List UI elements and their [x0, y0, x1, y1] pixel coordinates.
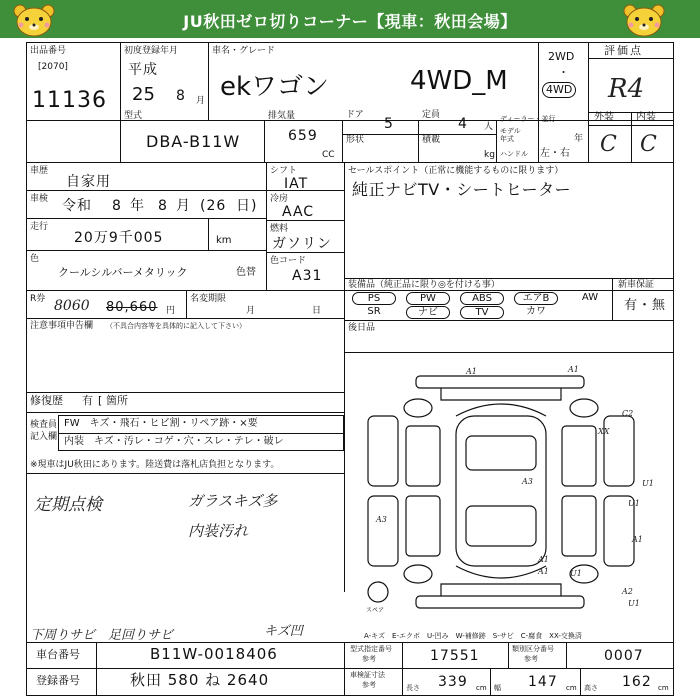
plate-value: 秋田 580 ね 2640	[130, 671, 270, 689]
new-warranty-label: 新車保証	[618, 280, 655, 290]
notice: ※現車はJU秋田にあります。陸送費は落札店負担となります。	[30, 460, 280, 470]
recycle-handwritten: 8060	[54, 298, 90, 314]
aircon-label: 冷房	[270, 194, 289, 204]
shift-value: IAT	[284, 176, 309, 192]
mileage-unit: km	[216, 235, 232, 246]
equipment-leather: カワ	[526, 306, 546, 317]
interior-score: C	[640, 132, 657, 157]
exterior-label: 外装	[594, 112, 614, 123]
model-year-label2: 年式	[500, 135, 514, 143]
damage-mark: U1	[570, 569, 582, 578]
damage-mark: U1	[628, 499, 640, 508]
sales-point-label: セールスポイント（正常に機能するものに限ります）	[348, 166, 564, 176]
usage-label: 車歴	[30, 166, 49, 176]
dimensions-label2: 参考	[362, 681, 376, 689]
chassis-label: 車台番号	[36, 648, 80, 661]
divider	[96, 642, 97, 696]
color-value: クールシルバーメタリック	[58, 266, 188, 279]
divider	[26, 642, 674, 643]
divider	[344, 162, 345, 592]
fuel-value: ガソリン	[272, 236, 332, 252]
damage-mark: A1	[538, 555, 549, 564]
name-change-day: 日	[312, 306, 322, 316]
damage-mark: A3	[376, 515, 387, 524]
divider	[26, 318, 344, 319]
inspector-label2: 記入欄	[30, 432, 58, 442]
inspection-day-unit: 日)	[236, 198, 258, 214]
divider	[588, 42, 589, 162]
divider	[26, 218, 266, 219]
legend: A-キズ E-エクボ U-凹み W-補修跡 S-サビ C-腐食 XX-交換済	[364, 632, 582, 640]
divider	[580, 668, 581, 696]
divider	[26, 473, 344, 474]
divider	[58, 433, 344, 434]
damage-mark: XX	[598, 427, 610, 436]
handle-label: ハンドル	[500, 150, 528, 158]
inspection-label: 車検	[30, 194, 49, 204]
repair-label: 修復歴	[30, 394, 63, 407]
score-value: R4	[608, 74, 645, 104]
divider	[186, 290, 187, 318]
mileage-label: 走行	[30, 222, 49, 232]
recycle-label: R券	[30, 294, 46, 304]
divider	[588, 125, 674, 126]
equipment-navi: ナビ	[406, 306, 450, 319]
bear-mascot-icon	[622, 2, 666, 38]
handle-value: 左・右	[540, 148, 570, 159]
damage-mark: A2	[622, 587, 633, 596]
divider	[342, 120, 343, 162]
divider	[496, 120, 497, 162]
damage-mark: A1	[538, 567, 549, 576]
recycle-printed: 80,660	[106, 300, 158, 315]
first-reg-month: 8	[176, 88, 185, 104]
notes-label: 注意事項申告欄	[30, 321, 94, 331]
divider	[264, 120, 265, 162]
equipment-sr: SR	[367, 306, 381, 317]
length-value: 339	[438, 674, 468, 690]
equipment-abs: ABS	[460, 292, 504, 305]
new-warranty-value: 有・無	[624, 298, 667, 313]
dealer-label: ディーラー・並行	[500, 115, 556, 123]
fuel-label: 燃料	[270, 224, 289, 234]
type-number-label1: 型式指定番号	[350, 645, 392, 653]
displacement-unit: CC	[322, 150, 335, 160]
capacity-label: 定員	[422, 110, 441, 120]
mileage-value: 20万9千005	[74, 230, 164, 246]
model-name: ekワゴン	[220, 72, 330, 102]
divider	[26, 250, 266, 251]
handwritten-note: 定期点検	[34, 495, 102, 515]
lot-label: 出品番号	[30, 46, 67, 56]
inspection-year-unit: 年	[130, 198, 145, 214]
length-label: 長さ	[406, 684, 420, 692]
model-name-label: 車名・グレード	[212, 46, 276, 56]
header-title: JU秋田ゼロ切りコーナー【現車：秋田会場】	[183, 12, 517, 31]
inspector-row2: 内装 キズ・汚レ・コゲ・穴・スレ・テレ・破レ	[64, 436, 284, 447]
inspection-month-unit: 月	[176, 198, 191, 214]
inspection-day: (26	[200, 198, 227, 214]
equipment-label: 装備品（純正品に限り◎を付ける事）	[348, 280, 500, 290]
divider	[266, 252, 344, 253]
divider	[344, 642, 345, 696]
model-year-unit: 年	[574, 134, 584, 144]
capacity: 4	[458, 116, 468, 132]
equipment-ps: PS	[352, 292, 396, 305]
equipment-airbag: エアB	[514, 292, 558, 305]
divider	[631, 112, 632, 162]
model-grade: 4WD_M	[410, 66, 508, 96]
load-label: 積載	[422, 135, 441, 145]
divider	[344, 320, 674, 321]
drive-dot: ・	[558, 66, 569, 79]
divider	[402, 668, 403, 696]
plate-label: 登録番号	[36, 674, 80, 687]
inspection-month: 8	[158, 198, 168, 214]
repair-bracket: [	[98, 394, 103, 407]
inspection-year: 8	[112, 198, 122, 214]
handwritten-note: 内装汚れ	[188, 522, 249, 540]
color-code: A31	[292, 268, 323, 284]
inspector-label1: 検査員	[30, 420, 58, 430]
inspection-era: 令和	[62, 198, 92, 214]
divider	[266, 220, 344, 221]
category-number-label2: 参考	[524, 655, 538, 663]
first-reg-year: 25	[132, 84, 155, 105]
model-code: DBA-B11W	[146, 132, 241, 151]
repair-part: 箇所	[106, 394, 128, 407]
drive-2wd: 2WD	[548, 50, 575, 63]
divider	[26, 190, 266, 191]
handwritten-note: 下周りサビ 足回りサビ	[30, 628, 174, 643]
divider	[402, 642, 403, 668]
score-label: 評価点	[604, 44, 643, 57]
divider	[26, 392, 344, 393]
repaint-label: 色替	[236, 267, 256, 278]
equipment-aw: AW	[581, 292, 599, 303]
damage-mark: A3	[522, 477, 533, 486]
first-reg-era: 平成	[128, 62, 158, 78]
damage-mark: A1	[568, 365, 579, 374]
displacement-label: 排気量	[268, 111, 296, 121]
doors: 5	[384, 116, 394, 132]
category-number-value: 0007	[604, 648, 644, 664]
divider	[418, 120, 419, 162]
model-year-label1: モデル	[500, 127, 521, 135]
name-change-label: 名変期限	[190, 294, 227, 304]
handwritten-note: キズ凹	[264, 624, 303, 639]
width-value: 147	[528, 674, 558, 690]
height-value: 162	[622, 674, 652, 690]
divider	[344, 278, 674, 279]
displacement: 659	[288, 128, 318, 144]
lot-sub: [2070]	[38, 62, 68, 72]
type-number-label2: 参考	[362, 655, 376, 663]
damage-mark: A1	[466, 367, 477, 376]
divider	[120, 42, 121, 162]
car-damage-diagram	[346, 356, 672, 628]
divider	[26, 412, 344, 413]
width-unit: cm	[566, 684, 577, 692]
divider	[26, 668, 674, 669]
sales-point-value: 純正ナビTV・シートヒーター	[352, 180, 572, 199]
lot-number: 11136	[32, 88, 107, 113]
damage-mark: A1	[632, 535, 643, 544]
load-unit: kg	[484, 150, 495, 160]
divider	[344, 352, 674, 353]
damage-mark: C2	[622, 409, 634, 418]
width-label: 幅	[494, 684, 501, 692]
interior-label: 内装	[636, 112, 656, 123]
divider	[508, 642, 509, 668]
rear-seat-label: 後日品	[348, 323, 376, 333]
divider	[208, 42, 209, 120]
notes-sub: （不具合内容等を具体的に記入して下さい）	[106, 322, 246, 330]
divider	[266, 162, 267, 290]
length-unit: cm	[476, 684, 487, 692]
exterior-score: C	[600, 132, 617, 157]
repair-value: 有	[82, 394, 93, 407]
category-number-label1: 類別区分番号	[512, 645, 554, 653]
height-label: 高さ	[584, 684, 598, 692]
drive-4wd: 4WD	[542, 82, 576, 98]
divider	[208, 218, 209, 250]
shift-label: シフト	[270, 166, 298, 176]
divider	[26, 290, 344, 291]
type-number-value: 17551	[430, 648, 480, 664]
spare-label: スペア	[366, 607, 385, 614]
recycle-unit: 円	[166, 306, 176, 316]
divider	[612, 278, 613, 320]
divider	[342, 134, 496, 135]
equipment-pw: PW	[406, 292, 450, 305]
inspector-row1: FW キズ・飛石・ヒビ割・リペア跡・×要	[64, 418, 258, 429]
aircon-value: AAC	[282, 204, 315, 220]
dimensions-label1: 車検証寸法	[350, 671, 385, 679]
height-unit: cm	[658, 684, 669, 692]
damage-mark: U1	[628, 599, 640, 608]
color-label: 色	[30, 254, 40, 264]
chassis-value: B11W-0018406	[150, 645, 278, 663]
usage-value: 自家用	[66, 174, 111, 190]
divider	[566, 642, 567, 668]
shape-label: 形状	[346, 135, 365, 145]
divider	[344, 290, 674, 291]
divider	[538, 42, 539, 162]
first-reg-label: 初度登録年月	[124, 46, 179, 56]
model-code-label: 型式	[124, 111, 143, 121]
first-reg-month-unit: 月	[196, 96, 206, 106]
divider	[26, 162, 674, 163]
handwritten-note: ガラスキズ多	[188, 492, 278, 510]
capacity-unit: 人	[484, 122, 494, 132]
damage-mark: U1	[642, 479, 654, 488]
divider	[490, 668, 491, 696]
equipment-tv: TV	[460, 306, 504, 319]
doors-label: ドア	[346, 110, 364, 120]
name-change-month: 月	[246, 306, 256, 316]
divider	[588, 58, 674, 59]
color-code-label: 色コード	[270, 256, 307, 266]
